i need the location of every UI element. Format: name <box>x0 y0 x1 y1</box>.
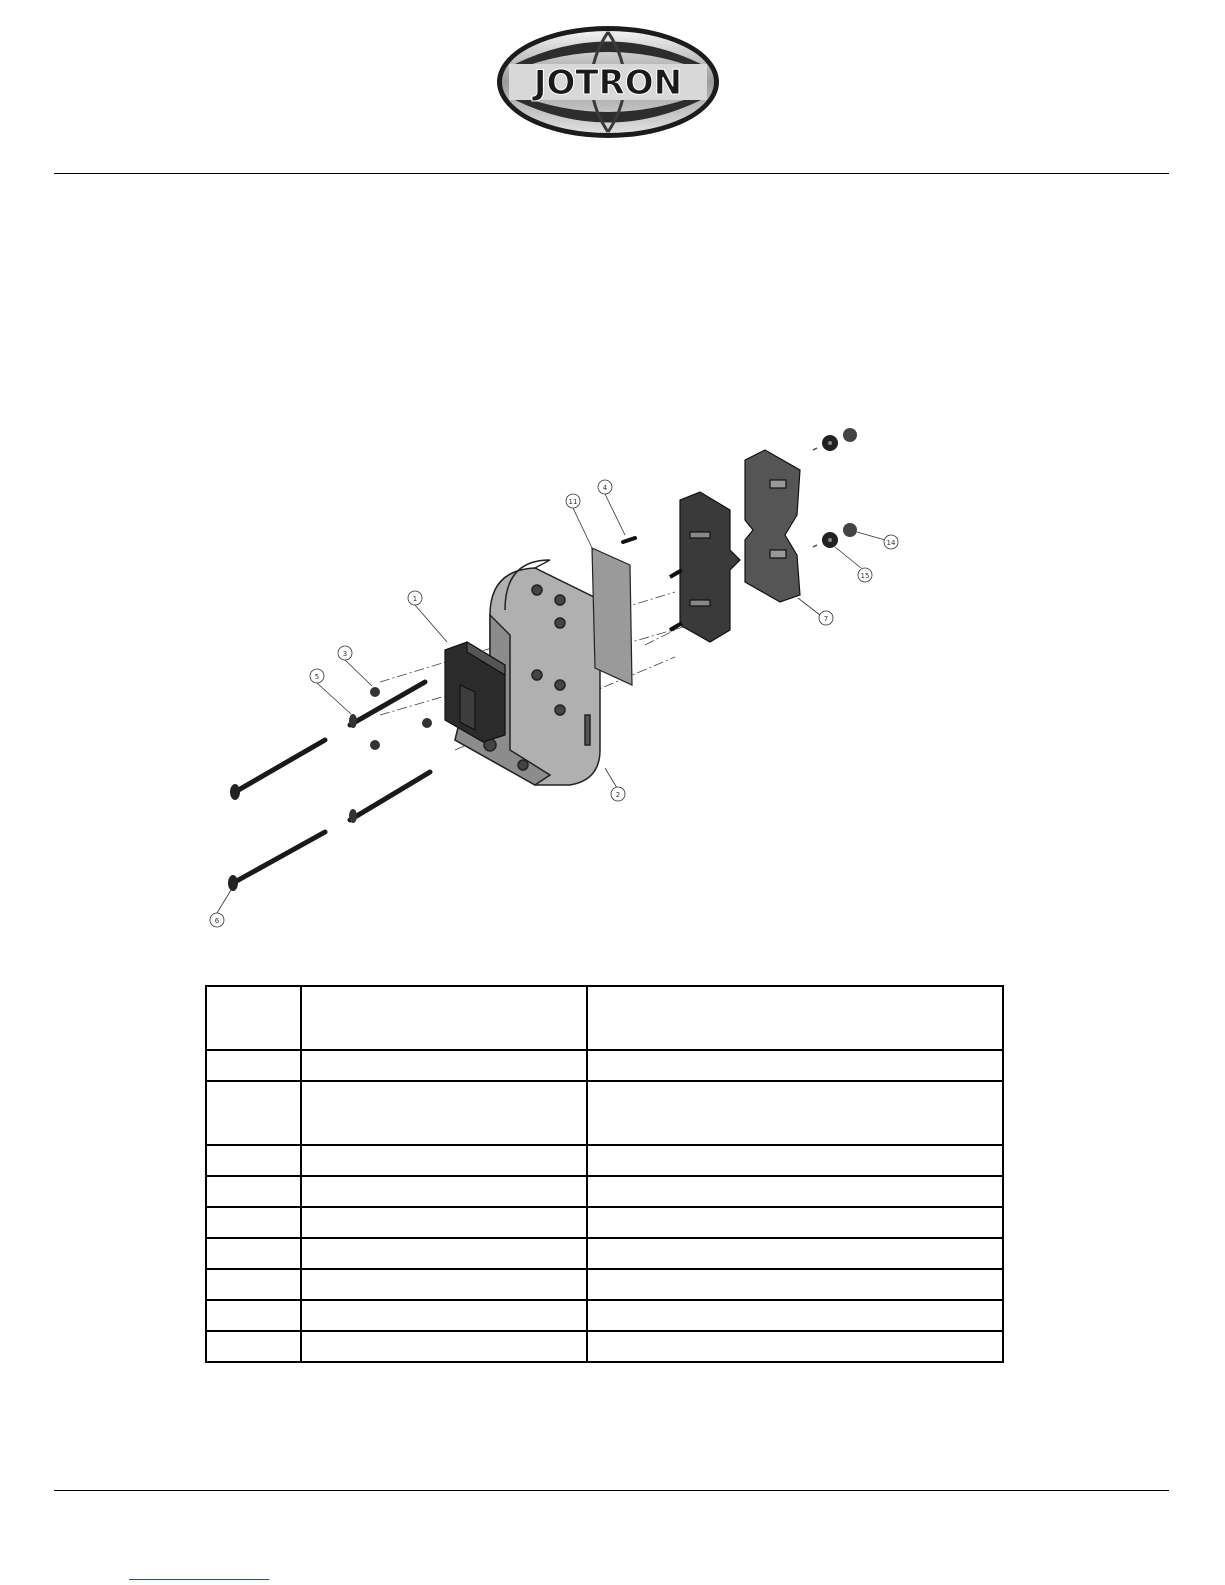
table-cell <box>587 1331 1003 1362</box>
table-cell <box>587 1050 1003 1081</box>
table-cell <box>206 1238 301 1269</box>
callout-1 <box>408 591 447 642</box>
table-cell <box>587 986 1003 1050</box>
rail-bracket-rear <box>745 450 800 602</box>
table-cell <box>301 986 587 1050</box>
svg-text:5: 5 <box>314 673 320 681</box>
table-cell <box>301 1331 587 1362</box>
svg-text:2: 2 <box>615 791 621 799</box>
svg-text:6: 6 <box>214 917 220 925</box>
table-cell <box>206 1176 301 1207</box>
callout-3 <box>338 646 372 686</box>
table-cell <box>206 1269 301 1300</box>
svg-text:1: 1 <box>412 595 418 603</box>
table-cell <box>587 1207 1003 1238</box>
callout-15 <box>835 547 872 582</box>
callout-4 <box>598 480 625 535</box>
svg-text:11: 11 <box>568 498 578 506</box>
table-row <box>206 1207 1003 1238</box>
washer-5 <box>349 809 357 823</box>
washers-and-nuts <box>813 428 857 548</box>
callout-11 <box>566 494 593 550</box>
logo-text: JOTRON <box>533 63 683 103</box>
table-cell <box>206 1081 301 1145</box>
bolt-head <box>228 875 238 891</box>
table-cell <box>301 1145 587 1176</box>
bolt-lower <box>233 832 325 883</box>
svg-text:15: 15 <box>860 572 870 580</box>
table-cell <box>587 1269 1003 1300</box>
exploded-assembly-drawing <box>205 420 925 950</box>
table-row <box>206 1145 1003 1176</box>
table-cell <box>301 1269 587 1300</box>
table-cell <box>206 1207 301 1238</box>
table-row <box>206 1238 1003 1269</box>
mounting-plate <box>592 548 632 685</box>
table-cell <box>587 1176 1003 1207</box>
table-cell <box>587 1300 1003 1331</box>
svg-text:14: 14 <box>886 539 896 547</box>
table-cell <box>301 1050 587 1081</box>
footer-divider <box>54 1490 1169 1491</box>
callout-5 <box>310 669 351 714</box>
table-cell <box>301 1176 587 1207</box>
table-row <box>206 1176 1003 1207</box>
parts-list-table <box>205 985 1004 1363</box>
svg-text:7: 7 <box>823 615 829 623</box>
table-cell <box>301 1238 587 1269</box>
table-cell <box>587 1145 1003 1176</box>
table-cell <box>206 1300 301 1331</box>
table-cell <box>301 1081 587 1145</box>
table-row <box>206 1269 1003 1300</box>
long-bolts <box>228 682 430 891</box>
bolt-head <box>230 784 240 800</box>
table-cell <box>301 1207 587 1238</box>
callout-7 <box>798 598 833 625</box>
table-cell <box>301 1300 587 1331</box>
rail-bracket-front <box>670 492 740 642</box>
washer-5 <box>349 714 357 728</box>
table-row <box>206 986 1003 1050</box>
table-cell <box>587 1238 1003 1269</box>
table-cell <box>206 1050 301 1081</box>
table-cell <box>587 1081 1003 1145</box>
footer-link[interactable] <box>129 1567 269 1580</box>
table-cell <box>206 986 301 1050</box>
table-row <box>206 1300 1003 1331</box>
callout-14 <box>857 532 898 549</box>
table-row <box>206 1081 1003 1145</box>
table-row <box>206 1331 1003 1362</box>
table-cell <box>206 1145 301 1176</box>
table-cell <box>206 1331 301 1362</box>
header-divider <box>54 173 1169 174</box>
callout-2 <box>605 768 625 801</box>
svg-text:3: 3 <box>342 650 348 658</box>
jotron-logo <box>495 24 721 140</box>
svg-text:4: 4 <box>602 484 608 492</box>
bolt-upper <box>235 740 325 792</box>
callout-6 <box>210 890 231 927</box>
table-row <box>206 1050 1003 1081</box>
